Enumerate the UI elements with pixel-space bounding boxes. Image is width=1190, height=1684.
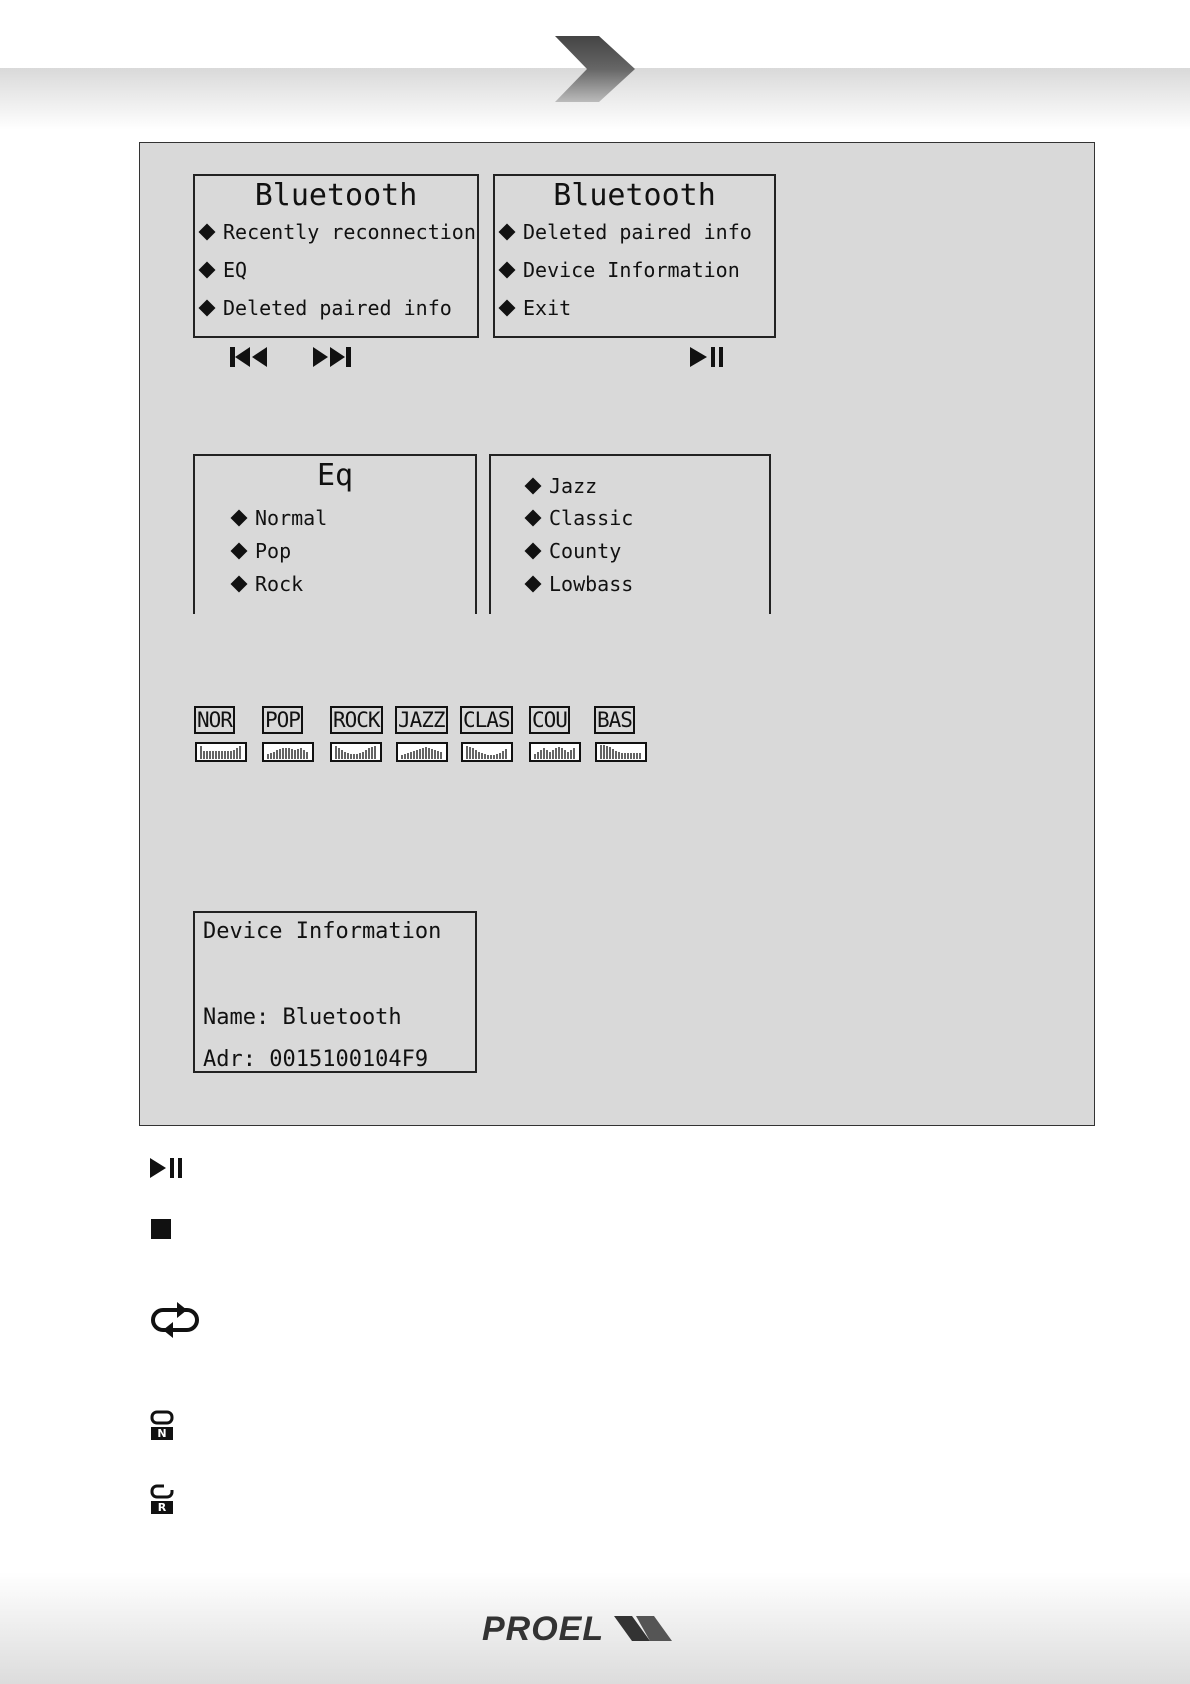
play-pause-icon [690, 346, 726, 368]
eq-curve-graphic [262, 742, 314, 762]
eq-menu-1-item: Pop [233, 539, 291, 563]
diamond-icon [499, 300, 516, 317]
eq-curve-graphic [529, 742, 581, 762]
bt-menu-2-title: Bluetooth [553, 178, 716, 213]
eq-menu-2-item: Classic [527, 506, 633, 530]
eq-curve-graphic [195, 742, 247, 762]
eq-preset-tag: COU [529, 706, 570, 734]
repeat-loop-open-icon [150, 1484, 176, 1500]
eq-curve-graphic [396, 742, 448, 762]
brand-chevron-icon [614, 1614, 676, 1644]
eq-preset-tag: ROCK [330, 706, 383, 734]
bt-menu-screen-2 [493, 174, 776, 338]
eq-menu-screen-2 [489, 454, 771, 614]
eq-curve-classic-icon [463, 744, 511, 760]
diamond-icon [525, 576, 542, 593]
bt-menu-1-item: EQ [201, 258, 247, 282]
eq-curve-nor-icon [197, 744, 245, 760]
play-pause-icon [150, 1157, 186, 1179]
repeat-random-icon [150, 1484, 176, 1516]
eq-menu-2-item: Lowbass [527, 572, 633, 596]
diamond-icon [525, 543, 542, 560]
bt-menu-1-title: Bluetooth [254, 178, 418, 213]
next-track-icon [313, 346, 353, 368]
eq-menu-2-item: Jazz [527, 474, 597, 498]
repeat-icon [149, 1302, 201, 1338]
stop-icon [150, 1218, 172, 1240]
bt-menu-2-item: Deleted paired info [501, 220, 752, 244]
diamond-icon [199, 224, 216, 241]
bt-menu-1-item: Deleted paired info [201, 296, 452, 320]
bt-menu-2-item: Exit [501, 296, 571, 320]
eq-curve-graphic [461, 742, 513, 762]
eq-menu-title: Eq [316, 458, 354, 493]
eq-curve-graphic [595, 742, 647, 762]
eq-preset-tag: BAS [594, 706, 635, 734]
eq-curve-bass-icon [597, 744, 645, 760]
eq-preset-tag: POP [262, 706, 303, 734]
eq-menu-1-item: Rock [233, 572, 303, 596]
eq-curve-county-icon [531, 744, 579, 760]
device-info-title: Device Information [203, 919, 442, 944]
diamond-icon [525, 510, 542, 527]
diamond-icon [499, 262, 516, 279]
figure-panel [139, 142, 1095, 1126]
diamond-icon [199, 300, 216, 317]
eq-menu-1-item: Normal [233, 506, 327, 530]
repeat-loop-icon [150, 1410, 176, 1426]
device-name: Name: Bluetooth [203, 1005, 402, 1030]
device-info-screen [193, 911, 477, 1073]
repeat-normal-icon [150, 1410, 176, 1442]
bt-menu-1-item: Recently reconnection [201, 220, 476, 244]
diamond-icon [525, 478, 542, 495]
repeat-r-badge: R [151, 1501, 173, 1514]
bt-menu-2-item: Device Information [501, 258, 740, 282]
eq-preset-tag: CLAS [460, 706, 513, 734]
eq-curve-pop-icon [264, 744, 312, 760]
eq-preset-tag: NOR [194, 706, 235, 734]
device-address: Adr: 0015100104F9 [203, 1047, 429, 1072]
eq-curve-graphic [330, 742, 382, 762]
diamond-icon [231, 576, 248, 593]
brand-logo: PROEL [482, 1610, 676, 1649]
eq-curve-rock-icon [332, 744, 380, 760]
diamond-icon [199, 262, 216, 279]
eq-curve-jazz-icon [398, 744, 446, 760]
diamond-icon [499, 224, 516, 241]
eq-menu-screen-1 [193, 454, 477, 614]
diamond-icon [231, 510, 248, 527]
eq-preset-tag: JAZZ [395, 706, 448, 734]
previous-track-icon [230, 346, 270, 368]
chevron-logo-icon [555, 36, 637, 102]
diamond-icon [231, 543, 248, 560]
eq-menu-2-item: County [527, 539, 621, 563]
repeat-n-badge: N [151, 1427, 173, 1440]
bt-menu-screen-1 [193, 174, 479, 338]
